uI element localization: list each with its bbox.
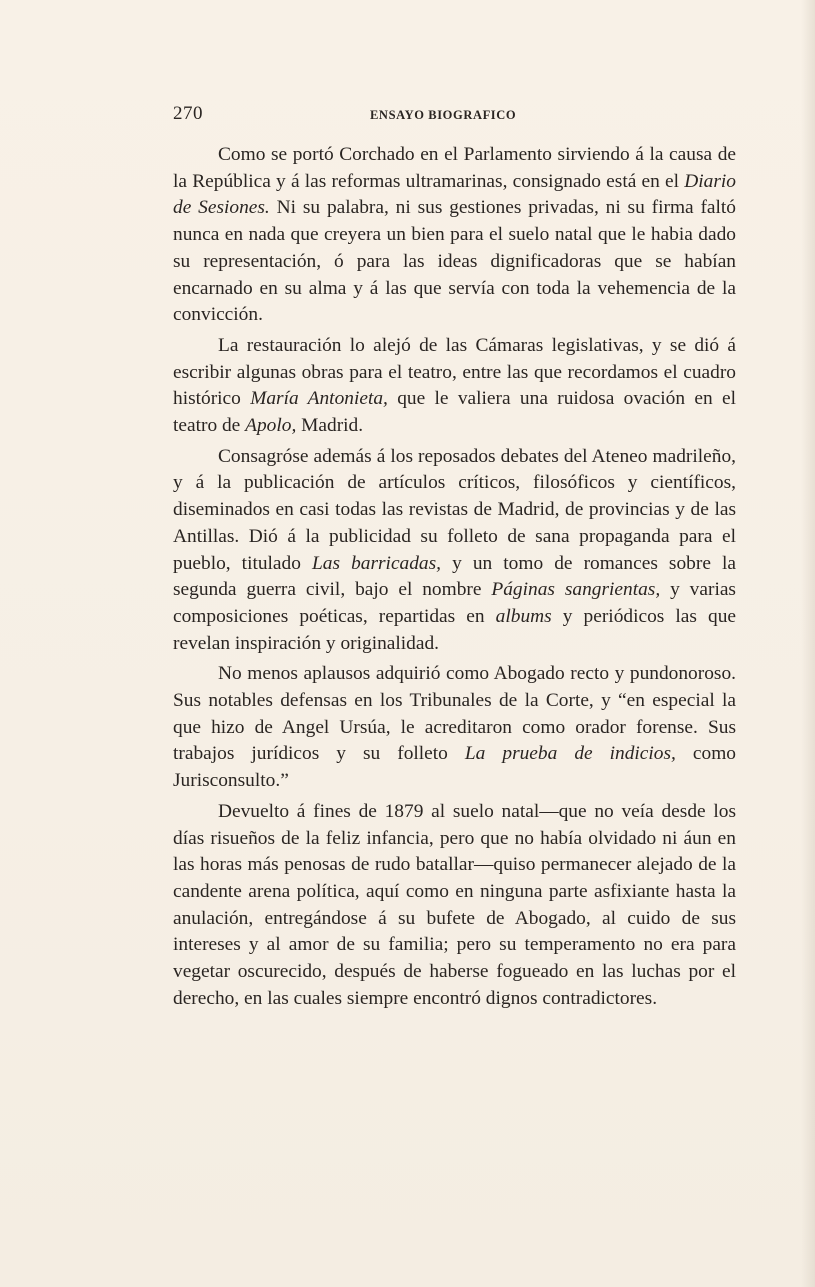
text-segment: como Jurisconsulto.” xyxy=(173,743,736,792)
paragraph xyxy=(173,333,736,440)
italic-title: Las barricadas, xyxy=(311,552,442,574)
paragraph xyxy=(173,661,736,795)
text-segment: que le valiera una ruidosa ovación en el teatro de xyxy=(173,388,736,437)
paragraph xyxy=(173,444,736,658)
italic-title: Páginas sangrientas, xyxy=(491,579,661,601)
text-segment: Ni su palabra, ni sus gestiones privadas, ni su firma faltó nunca en nada que creyera un bien para el suelo natal que le habia dado su representación, ó para las ideas dignificadoras que se habían encarnado en su alma y á las que servía con toda la vehemencia de la convicción. xyxy=(173,197,737,326)
italic-title: María Antonieta, xyxy=(250,388,388,410)
italic-title: albums xyxy=(495,605,552,627)
running-head: ENSAYO BIOGRAFICO xyxy=(370,108,517,122)
paragraph xyxy=(173,799,736,1013)
text-segment: No menos aplausos adquirió como Abogado recto y pundonoroso. Sus notables defensas en los Tribunales de la Corte, y “en especial la que hizo de Angel Ursúa, le acreditaron como orador forense. Sus trabajos jurídicos y su folleto xyxy=(173,663,736,765)
page-header xyxy=(173,103,733,133)
text-segment: Consagróse además á los reposados debates del Ateneo madrileño, y á la publicación de artículos críticos, filosóficos y científicos, diseminados en casi todas las revistas de Madrid, de provincias y de las Antillas. Dió á la publicidad su folleto de sana propaganda para el pueblo, titulado xyxy=(173,445,736,574)
paragraph xyxy=(173,142,736,329)
text-segment: y un tomo de romances sobre la segunda guerra civil, bajo el nombre xyxy=(173,552,736,601)
text-segment: y periódicos las que revelan inspiración y originalidad. xyxy=(173,605,736,654)
italic-title: Diario de Sesiones. xyxy=(173,170,736,219)
page-number: 270 xyxy=(173,103,203,124)
text-segment: Como se portó Corchado en el Parlamento sirviendo á la causa de la República y á las reformas ultramarinas, consignado está en el xyxy=(173,144,736,192)
text-segment: La restauración lo alejó de las Cámaras legislativas, y se dió á escribir algunas obras para el teatro, entre las que recordamos el cuadro histórico xyxy=(173,334,736,410)
text-segment: Devuelto á fines de 1879 al suelo natal—que no veía desde los días risueños de la feliz infancia, pero que no había olvidado ni áun en las horas más penosas de rudo batallar—quiso permanecer alejado de la candente arena política, aquí como en ninguna parte asfixiante hasta la anulación, entregándose á su bufete de Abogado, al cuido de sus intereses y al amor de su familia; pero su temperamento no era para vegetar oscurecido, después de haberse fogueado en las luchas por el derecho, en las cuales siempre encontró dignos contradictores. xyxy=(173,800,736,1009)
italic-title: Apolo, xyxy=(245,415,297,437)
italic-title: La prueba de indicios, xyxy=(464,743,676,765)
page-edge-shadow xyxy=(801,0,815,1287)
text-segment: y varias composiciones poéticas, repartidas en xyxy=(173,579,736,627)
body-text xyxy=(173,142,736,1013)
text-segment: Madrid. xyxy=(296,415,364,437)
